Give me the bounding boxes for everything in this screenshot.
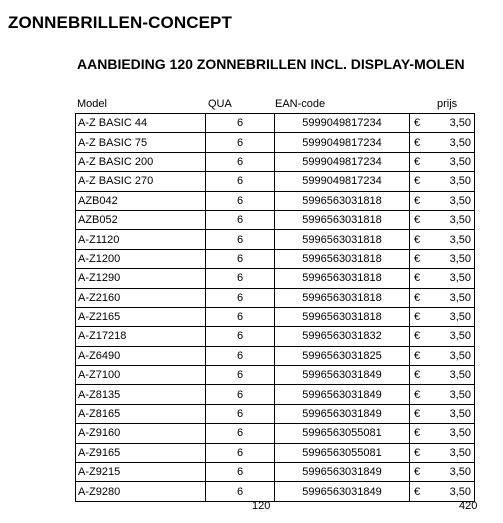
cell-price: 3,50 [442, 307, 475, 326]
table-row [76, 385, 475, 404]
cell-price: 3,50 [442, 172, 475, 191]
cell-price: 3,50 [442, 327, 475, 346]
cell-price: 3,50 [442, 230, 475, 249]
cell-qua: 6 [206, 327, 275, 346]
cell-ean: 5999049817234 [275, 114, 410, 133]
table-row [76, 230, 475, 249]
cell-price: 3,50 [442, 269, 475, 288]
cell-model: A-Z2165 [76, 307, 206, 326]
cell-currency: € [410, 249, 443, 268]
cell-ean: 5996563055081 [275, 443, 410, 462]
cell-model: A-Z BASIC 75 [76, 133, 206, 152]
cell-currency: € [410, 191, 443, 210]
cell-currency: € [410, 269, 443, 288]
cell-model: A-Z1290 [76, 269, 206, 288]
cell-currency: € [410, 152, 443, 171]
table-row [76, 307, 475, 326]
cell-ean: 5996563031849 [275, 366, 410, 385]
table-row [76, 366, 475, 385]
cell-model: A-Z17218 [76, 327, 206, 346]
cell-currency: € [410, 307, 443, 326]
cell-model: A-Z1120 [76, 230, 206, 249]
cell-currency: € [410, 385, 443, 404]
cell-ean: 5996563031818 [275, 307, 410, 326]
table-row [76, 249, 475, 268]
cell-ean: 5999049817234 [275, 152, 410, 171]
cell-currency: € [410, 172, 443, 191]
table-row [76, 404, 475, 423]
cell-price: 3,50 [442, 210, 475, 229]
cell-price: 3,50 [442, 191, 475, 210]
cell-price: 3,50 [442, 152, 475, 171]
cell-price: 3,50 [442, 482, 475, 501]
header-model: Model [77, 98, 107, 110]
cell-currency: € [410, 327, 443, 346]
cell-model: A-Z8135 [76, 385, 206, 404]
cell-ean: 5996563031818 [275, 288, 410, 307]
cell-ean: 5996563031849 [275, 463, 410, 482]
cell-price: 3,50 [442, 288, 475, 307]
product-table [75, 113, 475, 502]
cell-ean: 5996563031825 [275, 346, 410, 365]
cell-model: A-Z9215 [76, 463, 206, 482]
cell-price: 3,50 [442, 385, 475, 404]
table-row [76, 191, 475, 210]
table-row [76, 269, 475, 288]
cell-price: 3,50 [442, 404, 475, 423]
cell-price: 3,50 [442, 133, 475, 152]
cell-model: A-Z8165 [76, 404, 206, 423]
table-row [76, 288, 475, 307]
cell-currency: € [410, 210, 443, 229]
cell-model: A-Z BASIC 270 [76, 172, 206, 191]
cell-qua: 6 [206, 191, 275, 210]
cell-currency: € [410, 424, 443, 443]
cell-ean: 5996563031818 [275, 249, 410, 268]
cell-price: 3,50 [442, 424, 475, 443]
cell-ean: 5996563031818 [275, 269, 410, 288]
cell-qua: 6 [206, 230, 275, 249]
cell-ean: 5999049817234 [275, 172, 410, 191]
cell-model: AZB052 [76, 210, 206, 229]
cell-qua: 6 [206, 463, 275, 482]
cell-model: A-Z BASIC 200 [76, 152, 206, 171]
table-row [76, 482, 475, 501]
cell-ean: 5996563031818 [275, 230, 410, 249]
cell-model: A-Z BASIC 44 [76, 114, 206, 133]
cell-currency: € [410, 346, 443, 365]
cell-model: A-Z7100 [76, 366, 206, 385]
cell-currency: € [410, 114, 443, 133]
cell-price: 3,50 [442, 346, 475, 365]
cell-qua: 6 [206, 424, 275, 443]
cell-ean: 5996563031832 [275, 327, 410, 346]
cell-ean: 5999049817234 [275, 133, 410, 152]
cell-price: 3,50 [442, 249, 475, 268]
total-price: 420 [459, 500, 478, 512]
cell-ean: 5996563031849 [275, 482, 410, 501]
cell-ean: 5996563031818 [275, 191, 410, 210]
cell-currency: € [410, 366, 443, 385]
cell-price: 3,50 [442, 463, 475, 482]
cell-qua: 6 [206, 210, 275, 229]
cell-qua: 6 [206, 152, 275, 171]
cell-price: 3,50 [442, 114, 475, 133]
table-row [76, 152, 475, 171]
table-row [76, 133, 475, 152]
cell-qua: 6 [206, 249, 275, 268]
cell-currency: € [410, 288, 443, 307]
cell-currency: € [410, 443, 443, 462]
cell-qua: 6 [206, 114, 275, 133]
cell-model: A-Z9160 [76, 424, 206, 443]
cell-qua: 6 [206, 288, 275, 307]
table-row [76, 424, 475, 443]
document-title: ZONNEBRILLEN-CONCEPT [8, 13, 232, 32]
cell-currency: € [410, 133, 443, 152]
cell-qua: 6 [206, 385, 275, 404]
cell-ean: 5996563031849 [275, 385, 410, 404]
cell-qua: 6 [206, 366, 275, 385]
table-row [76, 327, 475, 346]
cell-model: AZB042 [76, 191, 206, 210]
cell-qua: 6 [206, 482, 275, 501]
header-price: prijs [437, 98, 458, 110]
cell-qua: 6 [206, 346, 275, 365]
table-row [76, 172, 475, 191]
table-row [76, 443, 475, 462]
cell-currency: € [410, 463, 443, 482]
table-row [76, 463, 475, 482]
table-row [76, 210, 475, 229]
cell-qua: 6 [206, 404, 275, 423]
table-row [76, 114, 475, 133]
cell-model: A-Z9280 [76, 482, 206, 501]
cell-price: 3,50 [442, 366, 475, 385]
cell-currency: € [410, 482, 443, 501]
header-qua: QUA [208, 98, 232, 110]
cell-model: A-Z2160 [76, 288, 206, 307]
cell-ean: 5996563031818 [275, 210, 410, 229]
cell-model: A-Z9165 [76, 443, 206, 462]
cell-ean: 5996563055081 [275, 424, 410, 443]
cell-qua: 6 [206, 172, 275, 191]
cell-qua: 6 [206, 307, 275, 326]
cell-model: A-Z1200 [76, 249, 206, 268]
header-ean: EAN-code [275, 98, 326, 110]
cell-qua: 6 [206, 133, 275, 152]
offer-subtitle: AANBIEDING 120 ZONNEBRILLEN INCL. DISPLAY-MOLEN [77, 56, 465, 72]
cell-qua: 6 [206, 269, 275, 288]
cell-currency: € [410, 230, 443, 249]
cell-price: 3,50 [442, 443, 475, 462]
cell-ean: 5996563031849 [275, 404, 410, 423]
total-qua: 120 [252, 500, 271, 512]
cell-currency: € [410, 404, 443, 423]
cell-qua: 6 [206, 443, 275, 462]
table-row [76, 346, 475, 365]
cell-model: A-Z6490 [76, 346, 206, 365]
